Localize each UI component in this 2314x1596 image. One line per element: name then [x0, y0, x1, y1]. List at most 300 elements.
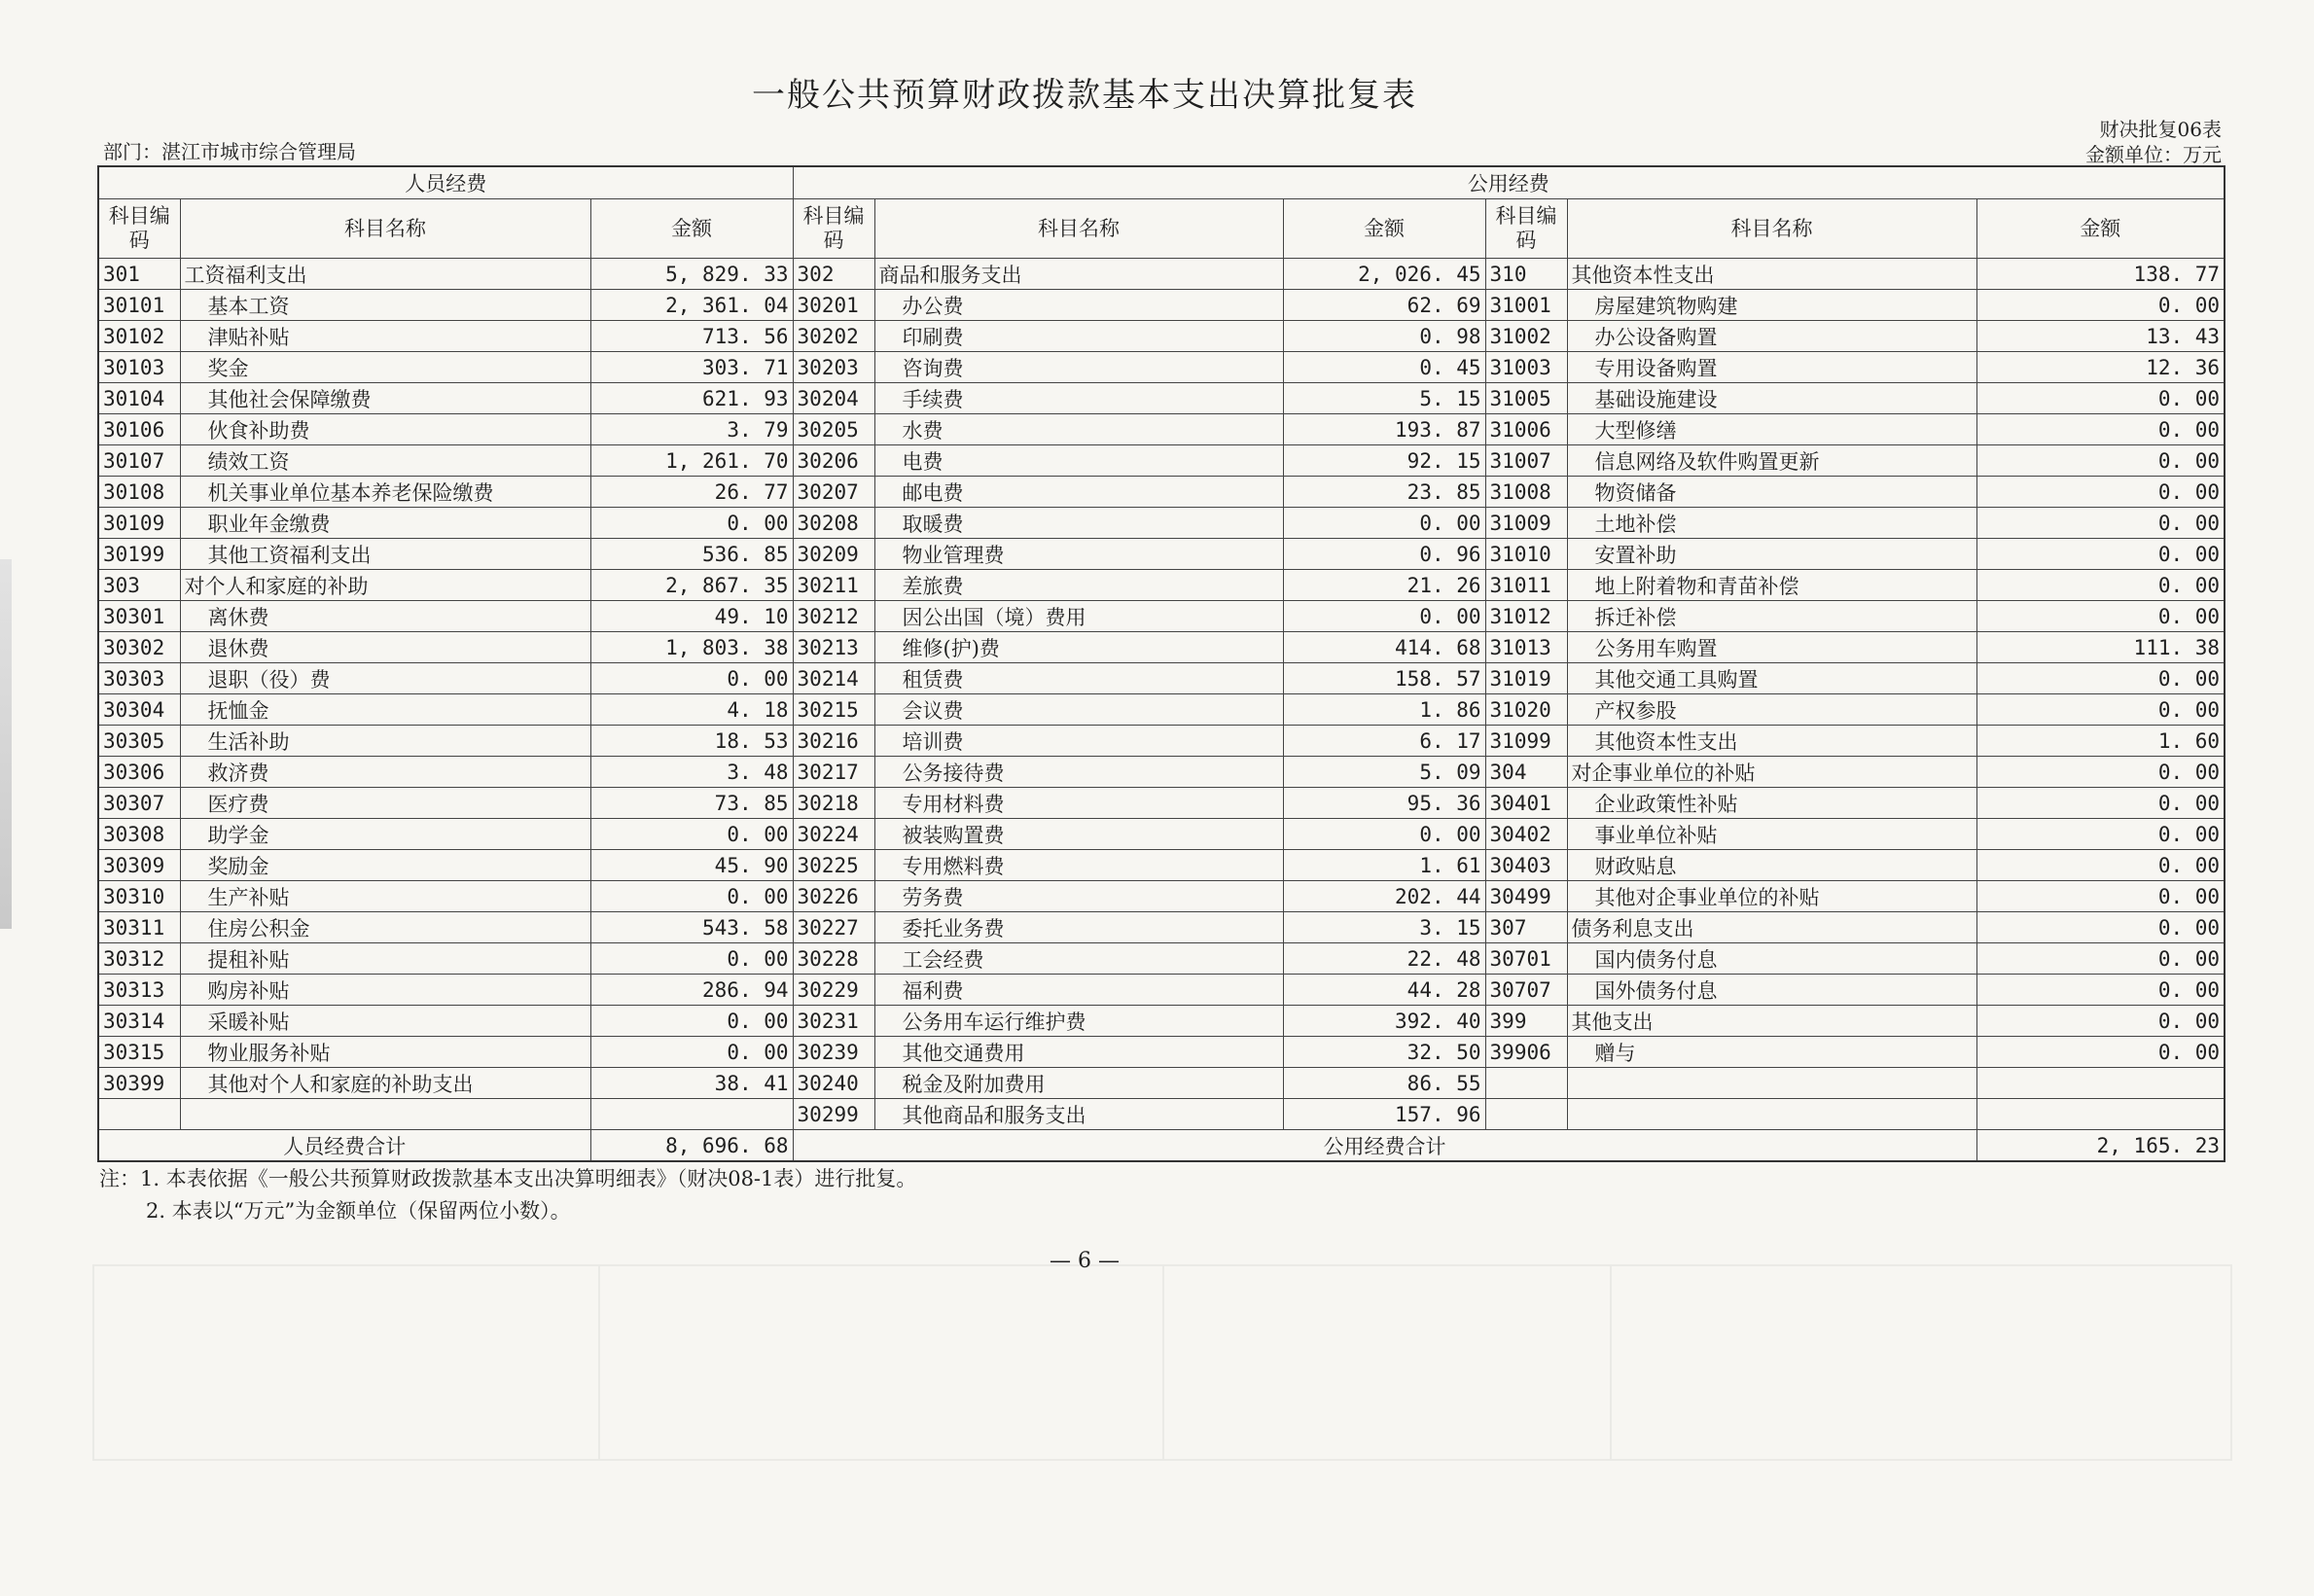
capital-code: 30707 — [1485, 975, 1567, 1006]
personnel-amount: 1, 803. 38 — [590, 632, 793, 663]
capital-amount: 13. 43 — [1976, 321, 2225, 352]
capital-code: 30401 — [1485, 788, 1567, 819]
personnel-amount: 2, 361. 04 — [590, 290, 793, 321]
personnel-code: 30107 — [98, 445, 180, 477]
department-label: 部门：湛江市城市综合管理局 — [103, 140, 356, 163]
public-name: 工会经费 — [874, 943, 1283, 975]
personnel-name — [180, 1099, 590, 1130]
public-name: 维修(护)费 — [874, 632, 1283, 663]
public-code: 302 — [793, 259, 874, 290]
public-code: 30215 — [793, 694, 874, 726]
capital-name: 物资储备 — [1567, 477, 1976, 508]
capital-name: 其他支出 — [1567, 1006, 1976, 1037]
public-amount: 414. 68 — [1283, 632, 1485, 663]
public-code: 30214 — [793, 663, 874, 694]
public-name: 劳务费 — [874, 881, 1283, 912]
capital-amount: 0. 00 — [1976, 881, 2225, 912]
capital-amount: 0. 00 — [1976, 850, 2225, 881]
header-code: 科目编码 — [98, 199, 180, 259]
capital-amount: 138. 77 — [1976, 259, 2225, 290]
capital-amount: 0. 00 — [1976, 445, 2225, 477]
capital-amount: 0. 00 — [1976, 383, 2225, 414]
public-name: 会议费 — [874, 694, 1283, 726]
public-name: 差旅费 — [874, 570, 1283, 601]
capital-name: 公务用车购置 — [1567, 632, 1976, 663]
personnel-name: 离休费 — [180, 601, 590, 632]
capital-name: 财政贴息 — [1567, 850, 1976, 881]
public-name: 委托业务费 — [874, 912, 1283, 943]
public-code: 30225 — [793, 850, 874, 881]
public-total-value: 2, 165. 23 — [1976, 1130, 2225, 1162]
public-name: 其他商品和服务支出 — [874, 1099, 1283, 1130]
personnel-amount: 286. 94 — [590, 975, 793, 1006]
personnel-name: 津贴补贴 — [180, 321, 590, 352]
capital-name: 其他资本性支出 — [1567, 726, 1976, 757]
public-code: 30239 — [793, 1037, 874, 1068]
table-row — [98, 819, 2225, 850]
capital-name: 其他交通工具购置 — [1567, 663, 1976, 694]
personnel-name: 救济费 — [180, 757, 590, 788]
personnel-total-label: 人员经费合计 — [98, 1130, 590, 1162]
capital-amount: 0. 00 — [1976, 1037, 2225, 1068]
capital-code: 39906 — [1485, 1037, 1567, 1068]
capital-name: 房屋建筑物购建 — [1567, 290, 1976, 321]
public-name: 邮电费 — [874, 477, 1283, 508]
personnel-code: 30314 — [98, 1006, 180, 1037]
personnel-code: 30310 — [98, 881, 180, 912]
public-code: 30217 — [793, 757, 874, 788]
form-number: 财决批复06表 — [2099, 118, 2222, 141]
capital-code: 31008 — [1485, 477, 1567, 508]
public-amount: 44. 28 — [1283, 975, 1485, 1006]
public-name: 培训费 — [874, 726, 1283, 757]
personnel-name: 退职（役）费 — [180, 663, 590, 694]
capital-code: 31009 — [1485, 508, 1567, 539]
public-name: 印刷费 — [874, 321, 1283, 352]
public-amount: 22. 48 — [1283, 943, 1485, 975]
personnel-amount: 0. 00 — [590, 508, 793, 539]
capital-name: 拆迁补偿 — [1567, 601, 1976, 632]
personnel-amount: 45. 90 — [590, 850, 793, 881]
capital-amount: 0. 00 — [1976, 1006, 2225, 1037]
table-row — [98, 414, 2225, 445]
public-name: 手续费 — [874, 383, 1283, 414]
personnel-amount: 713. 56 — [590, 321, 793, 352]
table-row — [98, 943, 2225, 975]
capital-code: 31012 — [1485, 601, 1567, 632]
personnel-name: 生产补贴 — [180, 881, 590, 912]
public-code: 30227 — [793, 912, 874, 943]
public-code: 30204 — [793, 383, 874, 414]
capital-amount: 0. 00 — [1976, 975, 2225, 1006]
personnel-amount: 536. 85 — [590, 539, 793, 570]
public-name: 办公费 — [874, 290, 1283, 321]
public-amount: 392. 40 — [1283, 1006, 1485, 1037]
public-name: 其他交通费用 — [874, 1037, 1283, 1068]
personnel-amount: 73. 85 — [590, 788, 793, 819]
table-row — [98, 1006, 2225, 1037]
capital-amount: 0. 00 — [1976, 943, 2225, 975]
personnel-code: 30307 — [98, 788, 180, 819]
budget-table — [97, 165, 2225, 1162]
capital-name — [1567, 1099, 1976, 1130]
public-amount: 1. 61 — [1283, 850, 1485, 881]
table-row — [98, 1068, 2225, 1099]
page-number: — 6 — — [1050, 1249, 1120, 1273]
public-name: 福利费 — [874, 975, 1283, 1006]
table-row — [98, 539, 2225, 570]
personnel-amount: 5, 829. 33 — [590, 259, 793, 290]
public-amount: 0. 98 — [1283, 321, 1485, 352]
section-public: 公用经费 — [793, 166, 2225, 199]
capital-name: 大型修缮 — [1567, 414, 1976, 445]
capital-amount: 111. 38 — [1976, 632, 2225, 663]
personnel-name: 医疗费 — [180, 788, 590, 819]
public-amount: 86. 55 — [1283, 1068, 1485, 1099]
capital-name: 基础设施建设 — [1567, 383, 1976, 414]
personnel-code: 30103 — [98, 352, 180, 383]
personnel-name: 住房公积金 — [180, 912, 590, 943]
personnel-amount: 0. 00 — [590, 663, 793, 694]
personnel-code: 30303 — [98, 663, 180, 694]
capital-code: 307 — [1485, 912, 1567, 943]
personnel-code: 303 — [98, 570, 180, 601]
personnel-name: 其他对个人和家庭的补助支出 — [180, 1068, 590, 1099]
public-name: 公务用车运行维护费 — [874, 1006, 1283, 1037]
capital-amount: 0. 00 — [1976, 601, 2225, 632]
capital-name: 对企事业单位的补贴 — [1567, 757, 1976, 788]
public-amount: 1. 86 — [1283, 694, 1485, 726]
table-row — [98, 663, 2225, 694]
capital-amount: 0. 00 — [1976, 570, 2225, 601]
personnel-code: 30106 — [98, 414, 180, 445]
capital-name: 信息网络及软件购置更新 — [1567, 445, 1976, 477]
section-personnel: 人员经费 — [98, 166, 793, 199]
personnel-code: 30304 — [98, 694, 180, 726]
personnel-amount: 1, 261. 70 — [590, 445, 793, 477]
capital-code: 31010 — [1485, 539, 1567, 570]
public-code: 30208 — [793, 508, 874, 539]
personnel-amount: 0. 00 — [590, 1037, 793, 1068]
personnel-name: 工资福利支出 — [180, 259, 590, 290]
public-amount: 5. 15 — [1283, 383, 1485, 414]
public-name: 公务接待费 — [874, 757, 1283, 788]
table-row — [98, 508, 2225, 539]
public-code: 30226 — [793, 881, 874, 912]
personnel-code: 30309 — [98, 850, 180, 881]
public-name: 商品和服务支出 — [874, 259, 1283, 290]
public-amount: 62. 69 — [1283, 290, 1485, 321]
personnel-code: 30313 — [98, 975, 180, 1006]
table-row — [98, 850, 2225, 881]
capital-code: 30499 — [1485, 881, 1567, 912]
personnel-code — [98, 1099, 180, 1130]
public-amount: 193. 87 — [1283, 414, 1485, 445]
public-amount: 32. 50 — [1283, 1037, 1485, 1068]
header-amount: 金额 — [1283, 199, 1485, 259]
public-amount: 0. 45 — [1283, 352, 1485, 383]
table-row — [98, 757, 2225, 788]
bleed-through-artifact — [92, 1264, 2232, 1488]
public-code: 30228 — [793, 943, 874, 975]
public-amount: 0. 00 — [1283, 601, 1485, 632]
capital-name: 国内债务付息 — [1567, 943, 1976, 975]
public-name: 租赁费 — [874, 663, 1283, 694]
personnel-name: 其他工资福利支出 — [180, 539, 590, 570]
capital-code: 304 — [1485, 757, 1567, 788]
personnel-amount: 2, 867. 35 — [590, 570, 793, 601]
public-code: 30207 — [793, 477, 874, 508]
table-row — [98, 259, 2225, 290]
public-name: 因公出国（境）费用 — [874, 601, 1283, 632]
public-name: 咨询费 — [874, 352, 1283, 383]
capital-name: 债务利息支出 — [1567, 912, 1976, 943]
personnel-amount: 38. 41 — [590, 1068, 793, 1099]
amount-unit: 金额单位：万元 — [2085, 143, 2222, 166]
capital-code: 31013 — [1485, 632, 1567, 663]
public-name: 专用燃料费 — [874, 850, 1283, 881]
personnel-code: 30399 — [98, 1068, 180, 1099]
table-row — [98, 570, 2225, 601]
public-total-label: 公用经费合计 — [793, 1130, 1976, 1162]
header-name: 科目名称 — [180, 199, 590, 259]
public-code: 30299 — [793, 1099, 874, 1130]
capital-code: 30402 — [1485, 819, 1567, 850]
personnel-name: 提租补贴 — [180, 943, 590, 975]
note-2: 2. 本表以“万元”为金额单位（保留两位小数）。 — [146, 1199, 571, 1223]
personnel-total-value: 8, 696. 68 — [590, 1130, 793, 1162]
header-name: 科目名称 — [1567, 199, 1976, 259]
public-amount: 92. 15 — [1283, 445, 1485, 477]
capital-amount — [1976, 1068, 2225, 1099]
table-row — [98, 1037, 2225, 1068]
capital-code: 30701 — [1485, 943, 1567, 975]
personnel-code: 30312 — [98, 943, 180, 975]
personnel-code: 30109 — [98, 508, 180, 539]
capital-name: 产权参股 — [1567, 694, 1976, 726]
public-amount: 21. 26 — [1283, 570, 1485, 601]
public-name: 电费 — [874, 445, 1283, 477]
capital-name: 土地补偿 — [1567, 508, 1976, 539]
capital-name: 其他对企事业单位的补贴 — [1567, 881, 1976, 912]
personnel-name: 绩效工资 — [180, 445, 590, 477]
personnel-amount: 303. 71 — [590, 352, 793, 383]
capital-amount: 0. 00 — [1976, 757, 2225, 788]
personnel-name: 对个人和家庭的补助 — [180, 570, 590, 601]
personnel-code: 30301 — [98, 601, 180, 632]
capital-code: 31007 — [1485, 445, 1567, 477]
capital-code: 31019 — [1485, 663, 1567, 694]
header-name: 科目名称 — [874, 199, 1283, 259]
public-amount: 0. 00 — [1283, 508, 1485, 539]
capital-code: 31011 — [1485, 570, 1567, 601]
public-code: 30213 — [793, 632, 874, 663]
capital-name: 国外债务付息 — [1567, 975, 1976, 1006]
public-code: 30224 — [793, 819, 874, 850]
table-row — [98, 352, 2225, 383]
public-amount: 23. 85 — [1283, 477, 1485, 508]
capital-code: 399 — [1485, 1006, 1567, 1037]
personnel-amount: 18. 53 — [590, 726, 793, 757]
scan-edge-artifact — [0, 559, 12, 929]
personnel-amount: 0. 00 — [590, 943, 793, 975]
capital-amount: 0. 00 — [1976, 477, 2225, 508]
capital-code: 31006 — [1485, 414, 1567, 445]
capital-amount: 1. 60 — [1976, 726, 2225, 757]
capital-name: 企业政策性补贴 — [1567, 788, 1976, 819]
personnel-name: 机关事业单位基本养老保险缴费 — [180, 477, 590, 508]
capital-name: 地上附着物和青苗补偿 — [1567, 570, 1976, 601]
personnel-code: 30104 — [98, 383, 180, 414]
personnel-code: 30306 — [98, 757, 180, 788]
public-amount: 202. 44 — [1283, 881, 1485, 912]
public-code: 30240 — [793, 1068, 874, 1099]
public-amount: 6. 17 — [1283, 726, 1485, 757]
personnel-amount — [590, 1099, 793, 1130]
table-row — [98, 445, 2225, 477]
public-amount: 157. 96 — [1283, 1099, 1485, 1130]
personnel-code: 30305 — [98, 726, 180, 757]
capital-amount: 0. 00 — [1976, 290, 2225, 321]
capital-code: 31020 — [1485, 694, 1567, 726]
table-row — [98, 632, 2225, 663]
capital-name: 专用设备购置 — [1567, 352, 1976, 383]
note-1: 注：1. 本表依据《一般公共预算财政拨款基本支出决算明细表》（财决08-1表）进行批复。 — [99, 1167, 917, 1190]
capital-amount: 0. 00 — [1976, 663, 2225, 694]
public-name: 水费 — [874, 414, 1283, 445]
public-amount: 0. 00 — [1283, 819, 1485, 850]
personnel-name: 退休费 — [180, 632, 590, 663]
header-amount: 金额 — [590, 199, 793, 259]
capital-name: 其他资本性支出 — [1567, 259, 1976, 290]
public-name: 被装购置费 — [874, 819, 1283, 850]
personnel-code: 30315 — [98, 1037, 180, 1068]
capital-code: 310 — [1485, 259, 1567, 290]
capital-amount: 0. 00 — [1976, 414, 2225, 445]
personnel-code: 301 — [98, 259, 180, 290]
header-code: 科目编码 — [793, 199, 874, 259]
capital-amount: 12. 36 — [1976, 352, 2225, 383]
public-code: 30229 — [793, 975, 874, 1006]
totals-row — [98, 1130, 2225, 1162]
notes — [99, 1163, 916, 1227]
public-code: 30209 — [793, 539, 874, 570]
public-code: 30231 — [793, 1006, 874, 1037]
personnel-name: 抚恤金 — [180, 694, 590, 726]
table-row — [98, 726, 2225, 757]
capital-code: 31003 — [1485, 352, 1567, 383]
capital-code: 30403 — [1485, 850, 1567, 881]
capital-code — [1485, 1068, 1567, 1099]
public-name: 取暖费 — [874, 508, 1283, 539]
personnel-amount: 0. 00 — [590, 819, 793, 850]
public-name: 税金及附加费用 — [874, 1068, 1283, 1099]
personnel-name: 其他社会保障缴费 — [180, 383, 590, 414]
table-row — [98, 881, 2225, 912]
capital-amount: 0. 00 — [1976, 912, 2225, 943]
public-code: 30205 — [793, 414, 874, 445]
capital-code — [1485, 1099, 1567, 1130]
personnel-name: 奖励金 — [180, 850, 590, 881]
table-row — [98, 477, 2225, 508]
personnel-name: 生活补助 — [180, 726, 590, 757]
personnel-amount: 0. 00 — [590, 881, 793, 912]
table-row — [98, 321, 2225, 352]
capital-amount: 0. 00 — [1976, 819, 2225, 850]
public-code: 30203 — [793, 352, 874, 383]
personnel-name: 采暖补贴 — [180, 1006, 590, 1037]
table-row — [98, 383, 2225, 414]
personnel-code: 30102 — [98, 321, 180, 352]
personnel-amount: 49. 10 — [590, 601, 793, 632]
public-amount: 3. 15 — [1283, 912, 1485, 943]
personnel-code: 30302 — [98, 632, 180, 663]
capital-name: 事业单位补贴 — [1567, 819, 1976, 850]
table-row — [98, 601, 2225, 632]
capital-code: 31099 — [1485, 726, 1567, 757]
table-row — [98, 788, 2225, 819]
capital-code: 31005 — [1485, 383, 1567, 414]
personnel-name: 职业年金缴费 — [180, 508, 590, 539]
personnel-amount: 543. 58 — [590, 912, 793, 943]
public-code: 30201 — [793, 290, 874, 321]
capital-name — [1567, 1068, 1976, 1099]
capital-amount: 0. 00 — [1976, 788, 2225, 819]
table-row — [98, 290, 2225, 321]
public-amount: 5. 09 — [1283, 757, 1485, 788]
public-code: 30202 — [793, 321, 874, 352]
public-code: 30206 — [793, 445, 874, 477]
personnel-amount: 3. 79 — [590, 414, 793, 445]
personnel-amount: 26. 77 — [590, 477, 793, 508]
personnel-code: 30101 — [98, 290, 180, 321]
public-name: 专用材料费 — [874, 788, 1283, 819]
public-code: 30218 — [793, 788, 874, 819]
personnel-code: 30199 — [98, 539, 180, 570]
public-amount: 158. 57 — [1283, 663, 1485, 694]
page-title: 一般公共预算财政拨款基本支出决算批复表 — [752, 76, 1417, 115]
personnel-code: 30311 — [98, 912, 180, 943]
public-name: 物业管理费 — [874, 539, 1283, 570]
personnel-name: 助学金 — [180, 819, 590, 850]
header-code: 科目编码 — [1485, 199, 1567, 259]
public-amount: 95. 36 — [1283, 788, 1485, 819]
capital-amount: 0. 00 — [1976, 539, 2225, 570]
public-code: 30212 — [793, 601, 874, 632]
capital-code: 31002 — [1485, 321, 1567, 352]
header-amount: 金额 — [1976, 199, 2225, 259]
personnel-amount: 3. 48 — [590, 757, 793, 788]
table-row — [98, 912, 2225, 943]
capital-name: 安置补助 — [1567, 539, 1976, 570]
public-code: 30216 — [793, 726, 874, 757]
public-amount: 2, 026. 45 — [1283, 259, 1485, 290]
capital-code: 31001 — [1485, 290, 1567, 321]
personnel-code: 30308 — [98, 819, 180, 850]
personnel-amount: 4. 18 — [590, 694, 793, 726]
table-row — [98, 1099, 2225, 1130]
personnel-name: 物业服务补贴 — [180, 1037, 590, 1068]
personnel-name: 购房补贴 — [180, 975, 590, 1006]
capital-amount — [1976, 1099, 2225, 1130]
table-row — [98, 975, 2225, 1006]
capital-name: 赠与 — [1567, 1037, 1976, 1068]
capital-amount: 0. 00 — [1976, 508, 2225, 539]
capital-amount: 0. 00 — [1976, 694, 2225, 726]
public-code: 30211 — [793, 570, 874, 601]
personnel-name: 基本工资 — [180, 290, 590, 321]
personnel-name: 伙食补助费 — [180, 414, 590, 445]
